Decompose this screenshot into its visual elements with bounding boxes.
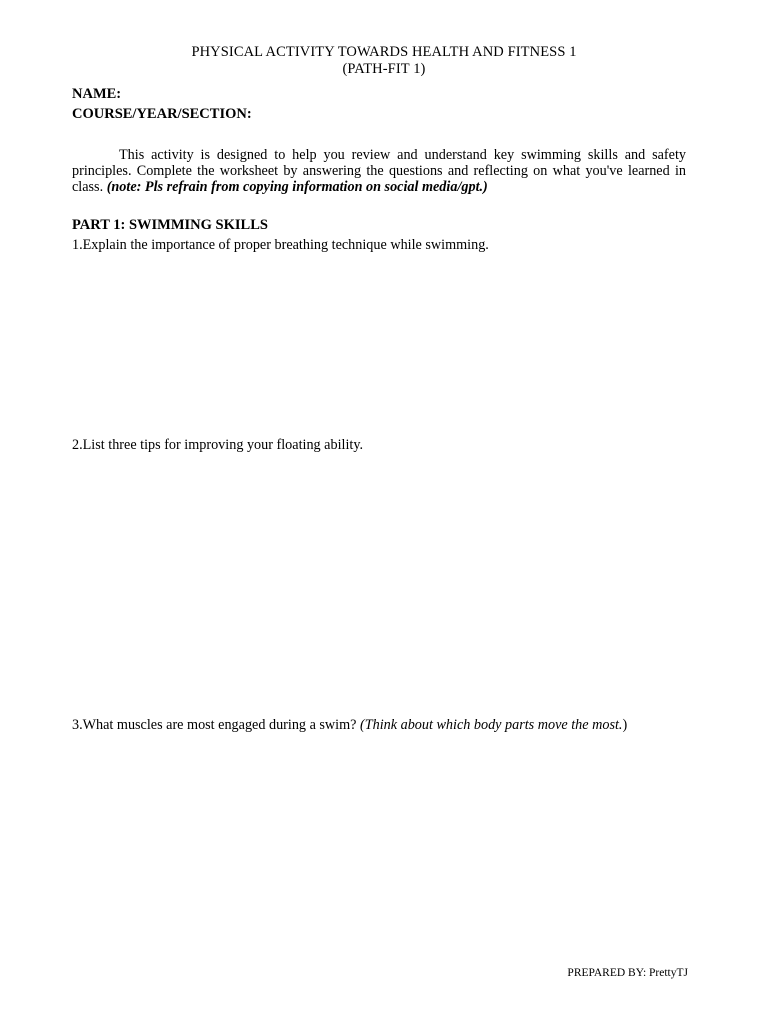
course-year-section-label: COURSE/YEAR/SECTION: — [72, 106, 252, 122]
prepared-by-footer: PREPARED BY: PrettyTJ — [567, 967, 688, 979]
question-3-hint-close: ) — [622, 717, 628, 733]
question-1: 1.Explain the importance of proper breathing technique while swimming. — [72, 237, 489, 253]
question-2: 2.List three tips for improving your floating ability. — [72, 437, 364, 453]
name-label: NAME: — [72, 86, 122, 102]
question-3-text: 3.What muscles are most engaged during a swim? — [72, 717, 361, 733]
part-1-heading: PART 1: SWIMMING SKILLS — [72, 217, 268, 233]
title-line-2: (PATH-FIT 1) — [342, 61, 426, 77]
intro-note: (note: Pls refrain from copying information on social media/gpt.) — [106, 179, 488, 195]
intro-paragraph — [72, 147, 686, 195]
question-3-hint: (Think about which body parts move the most. — [360, 717, 623, 733]
intro-text: This activity is designed to help you review and understand key swimming skills and safety principles. Complete the worksheet by answering the questions and reflecting on what you've learned in class. — [72, 147, 686, 195]
title-line-1: PHYSICAL ACTIVITY TOWARDS HEALTH AND FITNESS 1 — [191, 44, 577, 60]
question-3 — [72, 717, 627, 734]
document-title — [0, 44, 768, 78]
